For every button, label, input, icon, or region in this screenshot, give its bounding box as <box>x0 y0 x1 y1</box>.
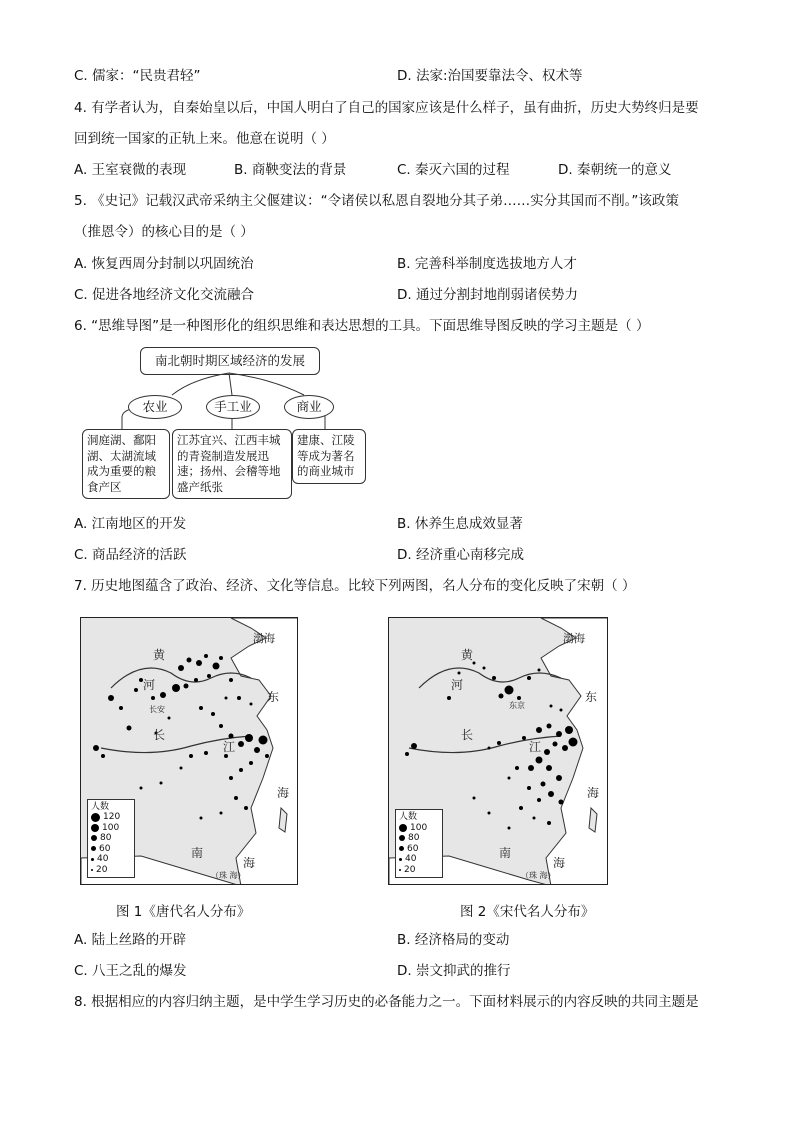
q4-option-a: A. 王室衰微的表现 <box>74 162 187 178</box>
map2-caption: 图 2《宋代名人分布》 <box>460 904 595 920</box>
legend-dot <box>91 846 96 851</box>
map1-label-dong: 东 <box>267 690 280 704</box>
q8-stem: 8. 根据相应的内容归纳主题，是中学生学习历史的必备能力之一。下面材料展示的内容反映的共同主题是 <box>74 994 699 1010</box>
legend-value: 20 <box>404 864 416 875</box>
q7-option-c: C. 八王之乱的爆发 <box>74 963 187 979</box>
q3-option-d: D. 法家:治国要靠法令、权术等 <box>397 68 583 84</box>
map1-label-nan: 南 <box>191 846 204 860</box>
map2-label-he: 河 <box>451 678 464 692</box>
map2-label-hai: 海 <box>587 786 600 800</box>
q5-stem-line1: 5. 《史记》记载汉武帝采纳主父偃建议：“令诸侯以私恩自裂地分其子弟……实分其国而不削。”该政策 <box>74 193 679 209</box>
map2-label-zhuhai: （珠 海） <box>521 871 556 880</box>
q3-option-c: C. 儒家：“民贵君轻” <box>74 68 201 84</box>
q7-option-d: D. 崇文抑武的推行 <box>397 963 511 979</box>
map2-label-hai2: 海 <box>553 856 566 870</box>
q4-option-c: C. 秦灭六国的过程 <box>397 162 510 178</box>
mind-map <box>82 347 378 507</box>
legend-value: 60 <box>99 843 111 854</box>
q6-option-b: B. 休养生息成效显著 <box>397 516 523 532</box>
mind-map-node-handicraft: 手工业 <box>206 395 260 419</box>
mind-map-root: 南北朝时期区域经济的发展 <box>140 347 320 375</box>
map2-label-jiang: 江 <box>529 740 542 754</box>
map1-city-changan: 长安 <box>149 705 165 714</box>
q5-stem-line2: （推恩令）的核心目的是（ ） <box>74 224 254 240</box>
map2-city-dongjing: 东京 <box>509 701 525 710</box>
legend-value: 20 <box>96 864 108 875</box>
q6-option-c: C. 商品经济的活跃 <box>74 547 187 563</box>
q7-option-a: A. 陆上丝路的开辟 <box>74 932 187 948</box>
map2-label-dong: 东 <box>585 690 598 704</box>
map1-legend <box>87 799 135 879</box>
q4-stem-line2: 回到统一国家的正轨上来。他意在说明（ ） <box>74 131 335 147</box>
map-song-famous-people <box>388 617 608 885</box>
legend-dot <box>399 835 405 841</box>
q6-stem: 6. “思维导图”是一种图形化的组织思维和表达思想的工具。下面思维导图反映的学习主题是（ ） <box>74 318 650 334</box>
q4-stem-line1: 4. 有学者认为，自秦始皇以后，中国人明白了自己的国家应该是什么样子，虽有曲折，历史大势终归是要 <box>74 100 699 116</box>
q6-option-a: A. 江南地区的开发 <box>74 516 187 532</box>
legend-dot <box>399 846 404 851</box>
map1-label-hai: 海 <box>277 786 290 800</box>
mind-map-box-handicraft: 江苏宜兴、江西丰城的青瓷制造发展迅速；扬州、会稽等地盛产纸张 <box>172 429 292 499</box>
q6-option-d: D. 经济重心南移完成 <box>397 547 524 563</box>
legend-value: 100 <box>102 822 120 833</box>
mind-map-box-commerce: 建康、江陵等成为著名的商业城市 <box>292 429 366 484</box>
q4-option-b: B. 商鞅变法的背景 <box>234 162 347 178</box>
q5-option-c: C. 促进各地经济文化交流融合 <box>74 287 255 303</box>
mind-map-node-agriculture: 农业 <box>128 395 182 419</box>
q4-option-d: D. 秦朝统一的意义 <box>558 162 672 178</box>
legend-dot <box>91 869 93 871</box>
legend-dot <box>91 813 100 822</box>
legend-value: 40 <box>405 854 417 864</box>
legend-dot <box>399 869 401 871</box>
map2-legend <box>395 809 443 878</box>
q7-option-b: B. 经济格局的变动 <box>397 932 510 948</box>
q5-option-b: B. 完善科举制度选拔地方人才 <box>397 256 577 272</box>
map2-label-huang: 黄 <box>461 648 474 662</box>
map1-label-bohai: 渤海 <box>253 632 275 645</box>
map1-label-chang: 长 <box>153 728 166 742</box>
map1-label-jiang: 江 <box>223 740 236 754</box>
legend-value: 80 <box>408 833 420 843</box>
legend-dot <box>91 858 94 861</box>
legend-value: 100 <box>410 822 428 833</box>
q5-option-a: A. 恢复西周分封制以巩固统治 <box>74 256 254 272</box>
legend-value: 40 <box>97 854 109 864</box>
map1-label-hai2: 海 <box>243 856 256 870</box>
mind-map-node-commerce: 商业 <box>284 395 334 419</box>
map2-label-chang: 长 <box>461 728 474 742</box>
map2-legend-title: 人数 <box>399 812 418 822</box>
legend-value: 120 <box>103 812 121 822</box>
map1-label-zhuhai: （珠 海） <box>211 871 246 880</box>
legend-dot <box>91 835 97 841</box>
map1-label-huang: 黄 <box>153 648 166 662</box>
legend-value: 80 <box>100 833 112 843</box>
map2-label-bohai: 渤海 <box>563 632 585 645</box>
map-tang-famous-people <box>80 617 298 885</box>
legend-dot <box>399 858 402 861</box>
map1-label-he: 河 <box>143 678 156 692</box>
legend-value: 60 <box>407 843 419 854</box>
map1-caption: 图 1《唐代名人分布》 <box>116 904 251 920</box>
map2-label-nan: 南 <box>499 846 512 860</box>
q5-option-d: D. 通过分割封地削弱诸侯势力 <box>397 287 578 303</box>
map1-legend-title: 人数 <box>91 801 110 812</box>
legend-dot <box>91 824 99 832</box>
mind-map-box-agriculture: 洞庭湖、鄱阳湖、太湖流域成为重要的粮食产区 <box>82 429 170 499</box>
legend-dot <box>399 824 407 832</box>
q7-stem: 7. 历史地图蕴含了政治、经济、文化等信息。比较下列两图，名人分布的变化反映了宋朝（ ） <box>74 578 636 594</box>
